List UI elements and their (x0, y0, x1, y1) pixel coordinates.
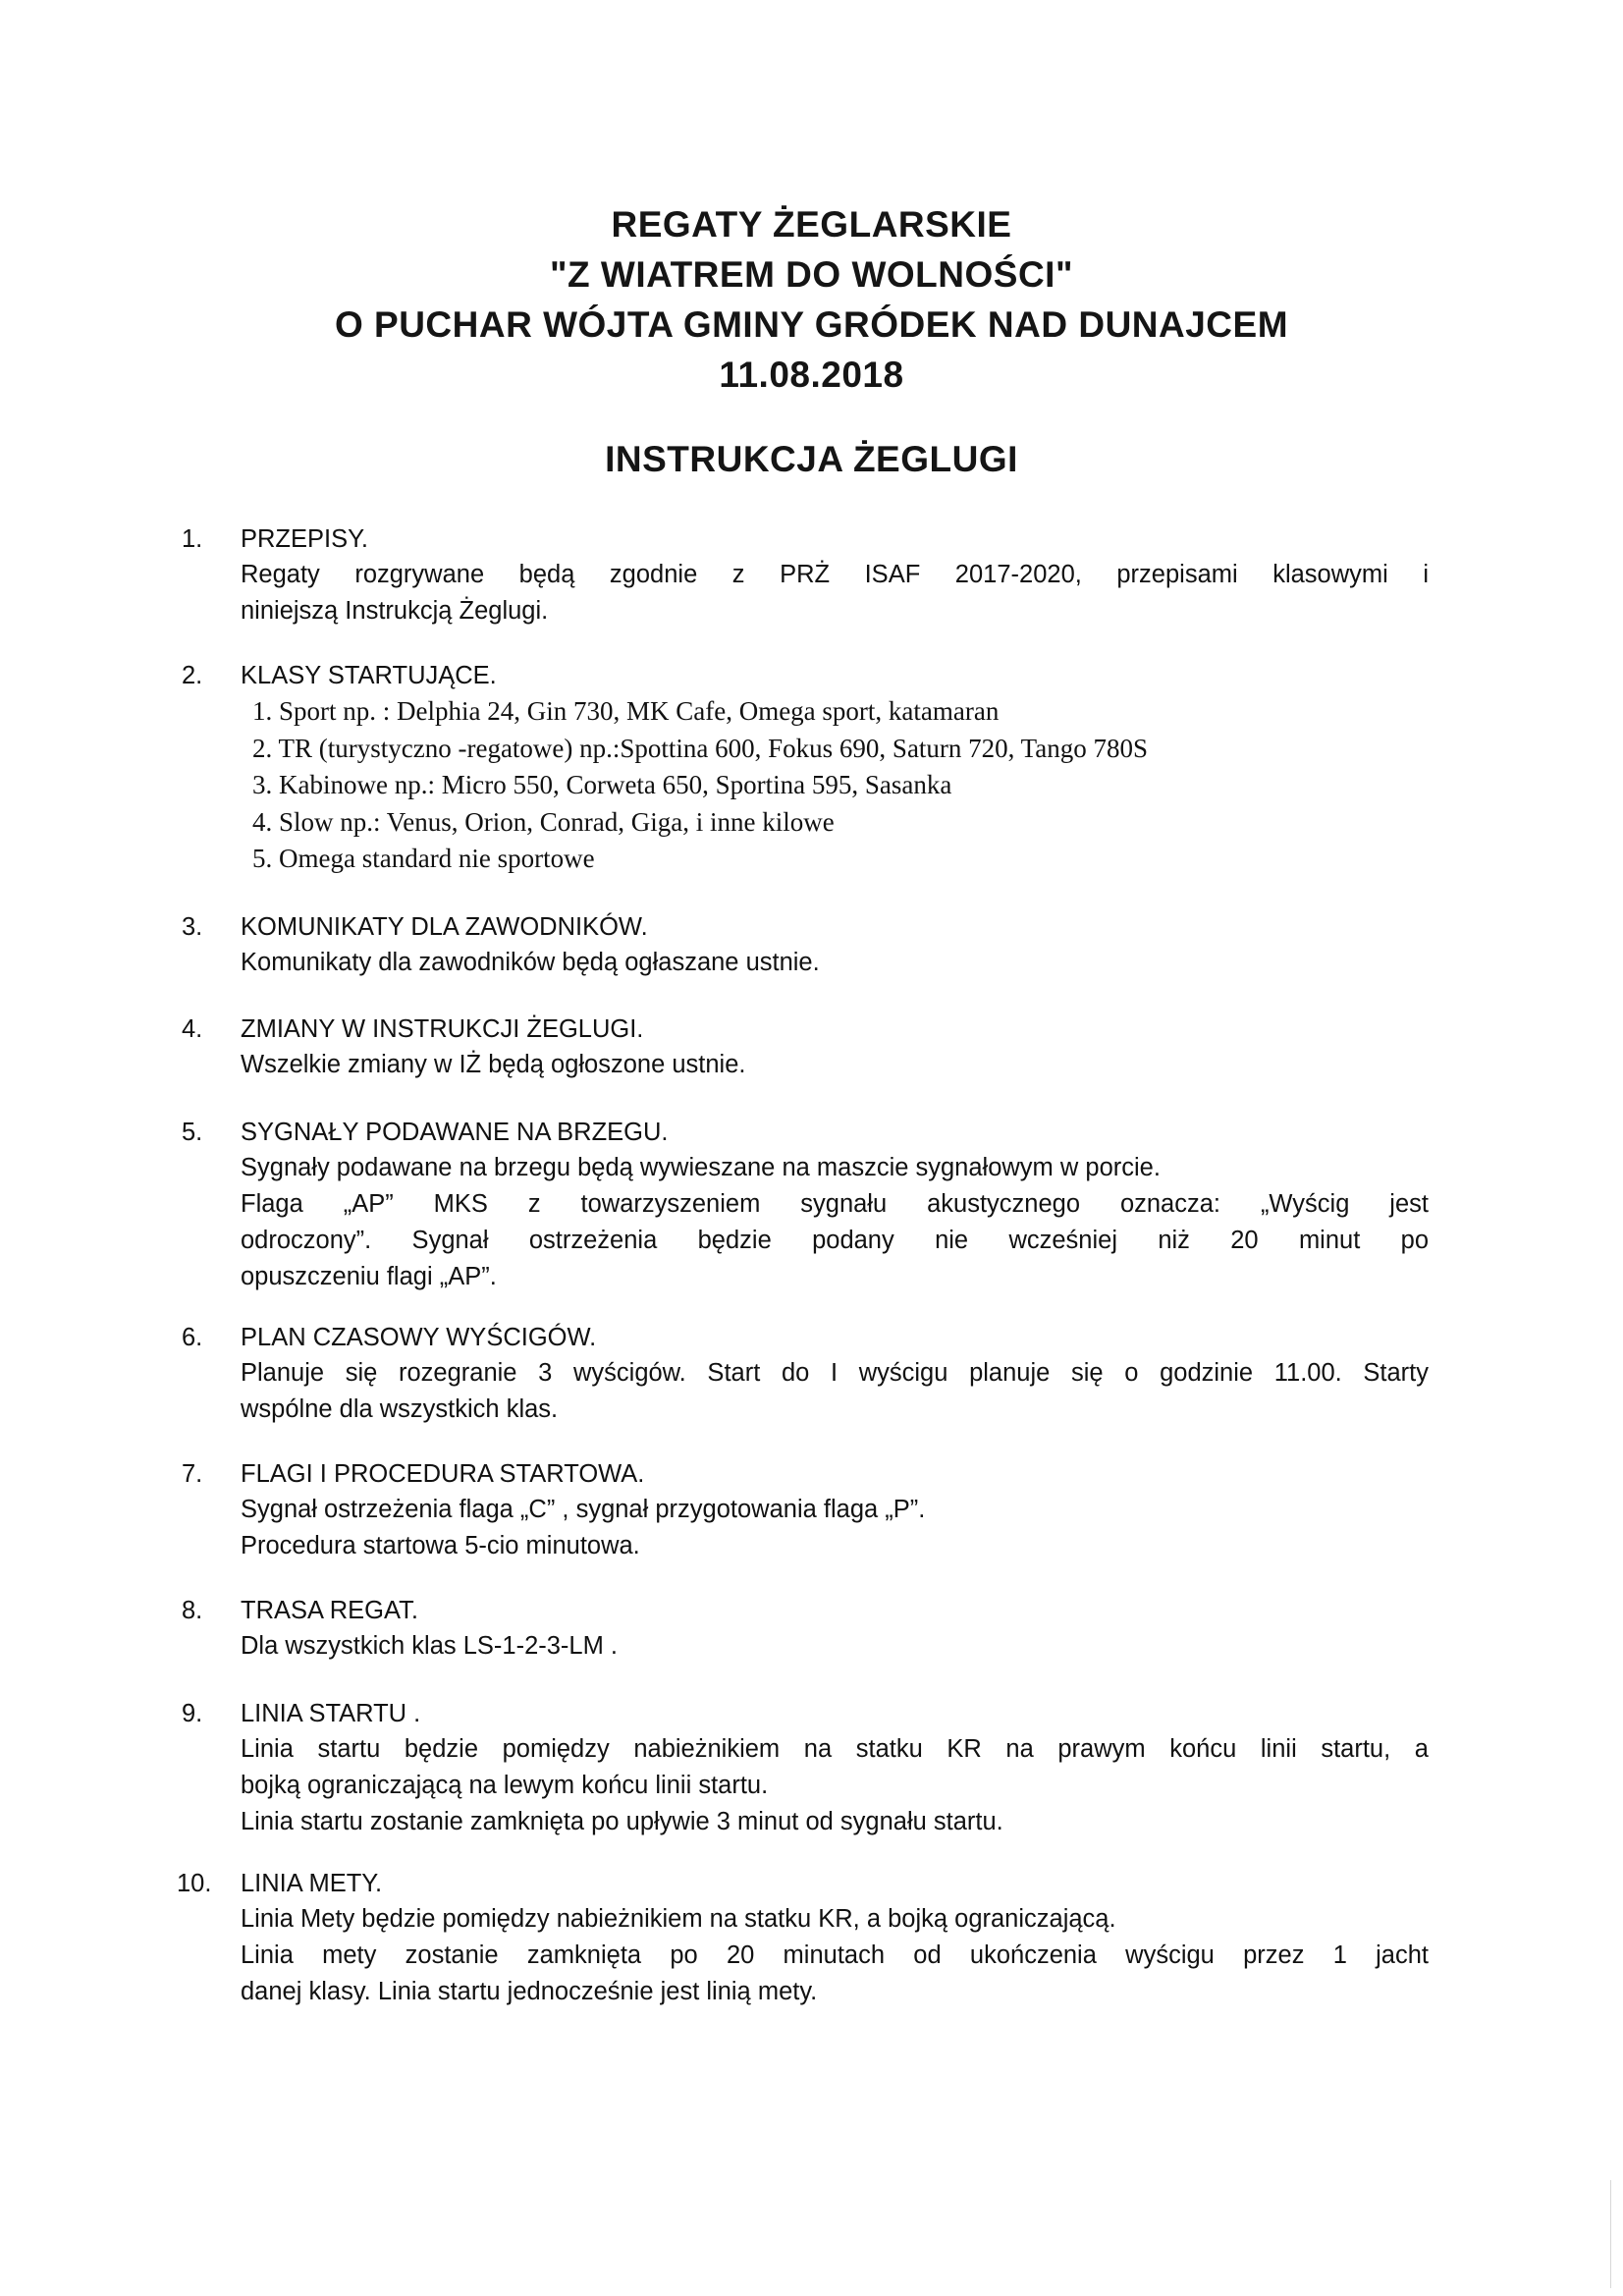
section-line: Sygnał ostrzeżenia flaga „C” , sygnał przygotowania flaga „P”. (241, 1496, 926, 1523)
section-number: 1. (182, 525, 203, 553)
section-body (241, 1150, 1429, 1295)
section-heading: ZMIANY W INSTRUKCJI ŻEGLUGI. (241, 1015, 644, 1043)
scan-edge-line (1610, 2180, 1611, 2288)
header-trophy: O PUCHAR WÓJTA GMINY GRÓDEK NAD DUNAJCEM (334, 304, 1289, 345)
section-heading: SYGNAŁY PODAWANE NA BRZEGU. (241, 1119, 669, 1146)
section-line: Wszelkie zmiany w IŻ będą ogłoszone ustnie. (241, 1051, 746, 1078)
section-line: bojką ograniczającą na lewym końcu linii startu. (241, 1772, 769, 1799)
header-event-name: REGATY ŻEGLARSKIE (611, 204, 1012, 245)
section-body (241, 557, 1429, 629)
section-heading: KLASY STARTUJĄCE. (241, 662, 497, 689)
section-heading: LINIA METY. (241, 1870, 383, 1897)
section-body (241, 1047, 1429, 1083)
class-item: 3. Kabinowe np.: Micro 550, Corweta 650, Sportina 595, Sasanka (252, 770, 952, 799)
section-body (241, 1492, 1429, 1564)
section-number: 9. (182, 1700, 203, 1727)
section-line: Procedura startowa 5-cio minutowa. (241, 1532, 640, 1559)
regatta-header (0, 199, 1623, 400)
section-line: Linia Mety będzie pomiędzy nabieżnikiem na statku KR, a bojką ograniczającą. (241, 1905, 1116, 1933)
section-line: Linia startu będzie pomiędzy nabieżnikiem na statku KR na prawym końcu linii startu, a (241, 1735, 1429, 1763)
section-heading: TRASA REGAT. (241, 1597, 418, 1624)
section-heading: PRZEPISY. (241, 525, 368, 553)
class-item: 4. Slow np.: Venus, Orion, Conrad, Giga, i inne kilowe (252, 806, 835, 837)
document-title: INSTRUKCJA ŻEGLUGI (605, 439, 1018, 479)
section-line: odroczony”. Sygnał ostrzeżenia będzie podany nie wcześniej niż 20 minut po (241, 1227, 1429, 1254)
section-line: opuszczeniu flagi „AP”. (241, 1263, 497, 1290)
section-line: Dla wszystkich klas LS-1-2-3-LM . (241, 1632, 619, 1660)
class-item: 2. TR (turystyczno -regatowe) np.:Spottina 600, Fokus 690, Saturn 720, Tango 780S (252, 733, 1149, 763)
section-number: 8. (182, 1597, 203, 1624)
class-item: 5. Omega standard nie sportowe (252, 844, 595, 873)
section-number: 10. (177, 1870, 212, 1897)
header-event-motto: "Z WIATREM DO WOLNOŚCI" (549, 254, 1073, 295)
section-line: Komunikaty dla zawodników będą ogłaszane ustnie. (241, 949, 820, 976)
section-number: 7. (182, 1460, 203, 1488)
section-number: 3. (182, 913, 203, 941)
section-number: 5. (182, 1119, 203, 1146)
section-line: Sygnały podawane na brzegu będą wywieszane na maszcie sygnałowym w porcie. (241, 1154, 1161, 1181)
section-body (241, 1731, 1429, 1840)
class-list (252, 693, 1411, 878)
section-heading: PLAN CZASOWY WYŚCIGÓW. (241, 1324, 597, 1351)
section-line: Planuje się rozegranie 3 wyścigów. Start do I wyścigu planuje się o godzinie 11.00. Starty (241, 1359, 1429, 1387)
section-number: 4. (182, 1015, 203, 1043)
section-heading: KOMUNIKATY DLA ZAWODNIKÓW. (241, 913, 648, 941)
section-number: 2. (182, 662, 203, 689)
section-body (241, 1355, 1429, 1428)
section-number: 6. (182, 1324, 203, 1351)
header-date: 11.08.2018 (719, 355, 904, 395)
section-heading: FLAGI I PROCEDURA STARTOWA. (241, 1460, 645, 1488)
section-body (241, 1628, 1429, 1665)
class-item: 1. Sport np. : Delphia 24, Gin 730, MK Cafe, Omega sport, katamaran (252, 696, 1000, 726)
section-line: danej klasy. Linia startu jednocześnie jest linią mety. (241, 1978, 818, 2005)
section-heading: LINIA STARTU . (241, 1700, 421, 1727)
section-line: niniejszą Instrukcją Żeglugi. (241, 597, 549, 625)
section-line: Flaga „AP” MKS z towarzyszeniem sygnału akustycznego oznacza: „Wyścig jest (241, 1190, 1429, 1218)
section-line: wspólne dla wszystkich klas. (241, 1395, 559, 1423)
section-line: Linia mety zostanie zamknięta po 20 minutach od ukończenia wyścigu przez 1 jacht (241, 1941, 1429, 1969)
section-line: Linia startu zostanie zamknięta po upływie 3 minut od sygnału startu. (241, 1808, 1003, 1835)
section-body (241, 945, 1429, 981)
section-line: Regaty rozgrywane będą zgodnie z PRŻ ISAF 2017-2020, przepisami klasowymi i (241, 561, 1429, 588)
section-body (241, 1901, 1429, 2010)
